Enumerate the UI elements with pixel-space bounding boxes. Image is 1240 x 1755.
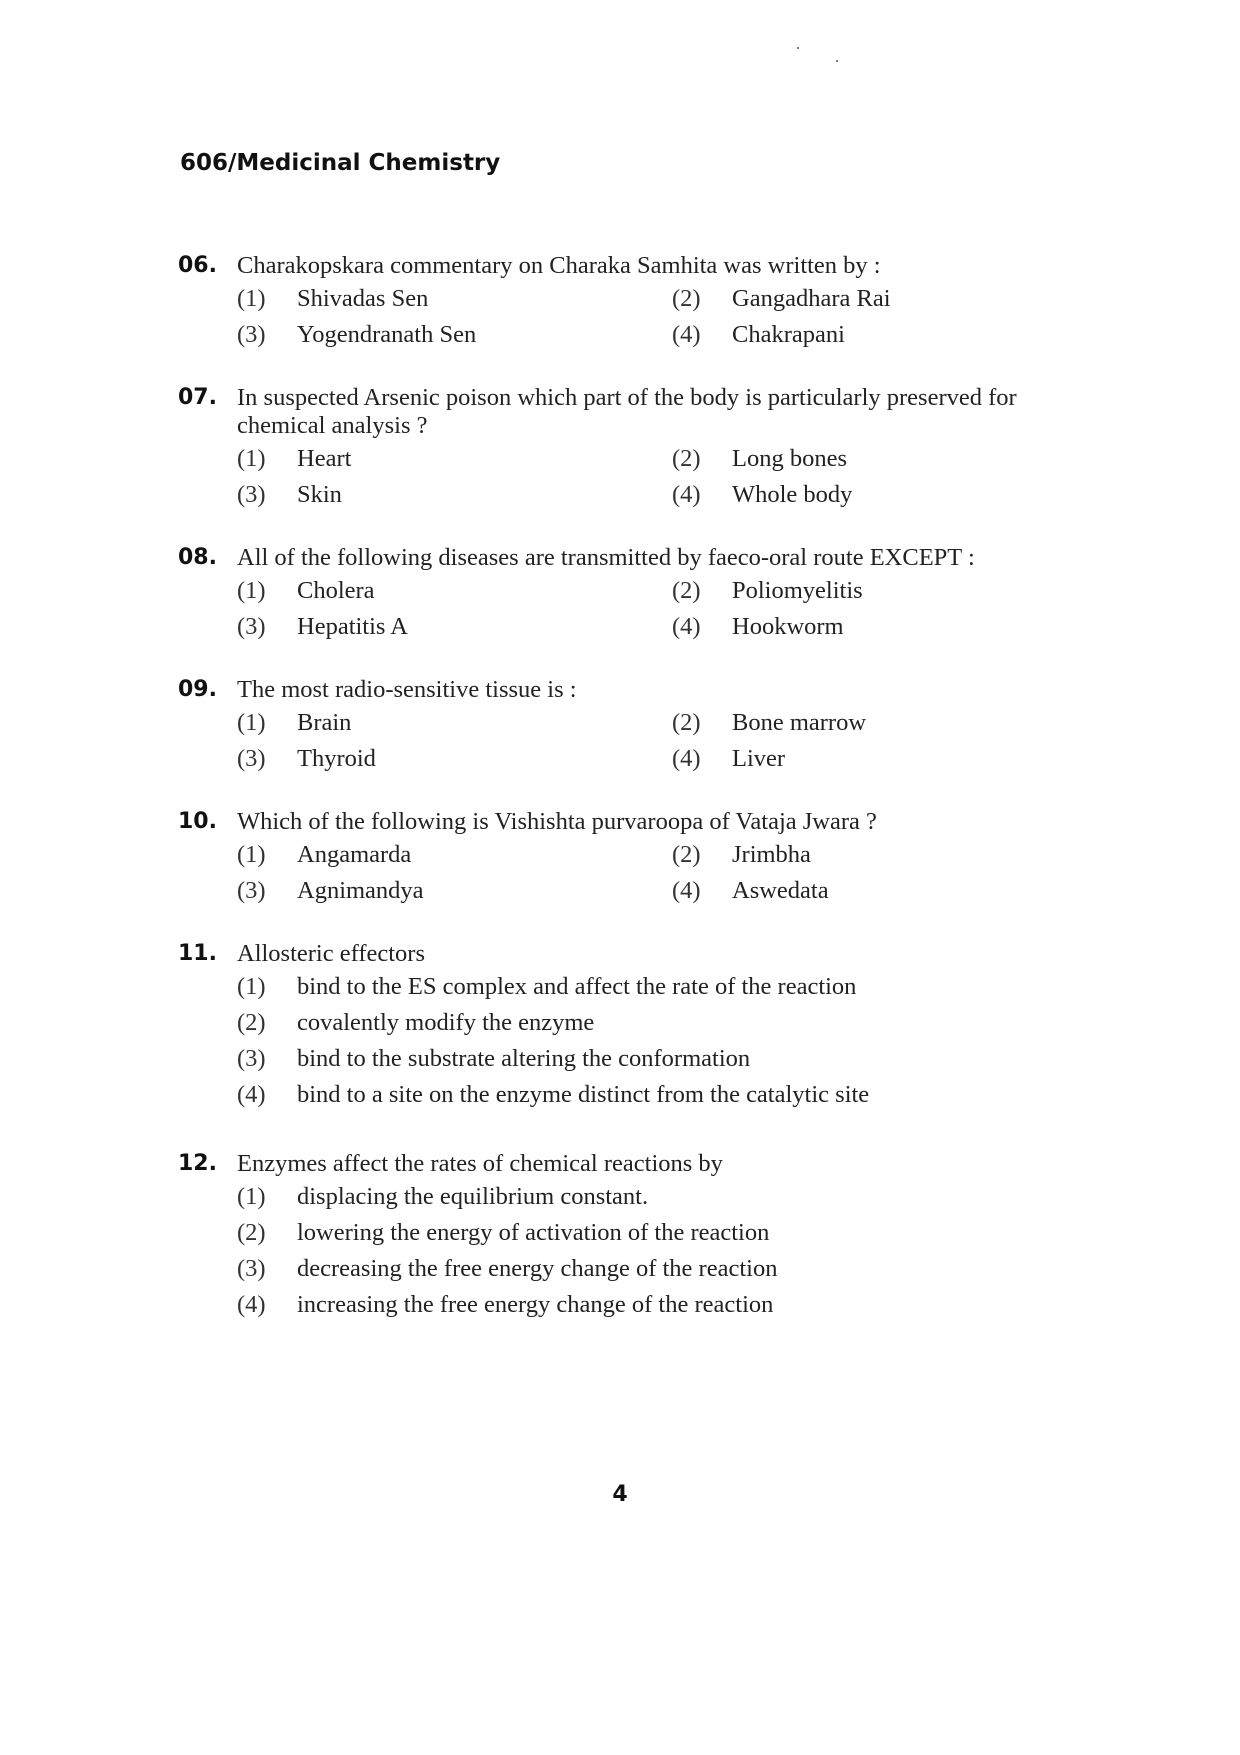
option-4 <box>237 1080 1240 1110</box>
option-3 <box>237 480 672 510</box>
option-text: Cholera <box>297 577 375 604</box>
option-3 <box>237 1254 1240 1284</box>
option-number: (2) <box>237 1219 266 1246</box>
option-text: Heart <box>297 445 352 472</box>
option-number: (3) <box>237 321 266 348</box>
option-text: bind to a site on the enzyme distinct from the catalytic site <box>297 1081 870 1108</box>
option-text: Angamarda <box>297 841 412 868</box>
option-text: Yogendranath Sen <box>297 321 477 348</box>
option-1 <box>237 708 672 738</box>
option-text: bind to the ES complex and affect the rate of the reaction <box>297 973 857 1000</box>
option-number: (1) <box>237 973 266 1000</box>
question-text: Charakopskara commentary on Charaka Samhita was written by : <box>237 252 881 279</box>
option-number: (2) <box>237 1009 266 1036</box>
option-number: (3) <box>237 613 266 640</box>
option-1 <box>237 284 672 314</box>
option-text: decreasing the free energy change of the reaction <box>297 1255 778 1282</box>
option-1 <box>237 576 672 606</box>
option-number: (2) <box>672 445 701 472</box>
option-list <box>237 576 1240 642</box>
question-number: 10. <box>178 809 217 834</box>
option-2 <box>672 444 1092 474</box>
option-2 <box>672 284 1092 314</box>
option-1 <box>237 444 672 474</box>
option-text: Gangadhara Rai <box>732 285 891 312</box>
option-text: Hepatitis A <box>297 613 408 640</box>
question-10 <box>0 808 1240 906</box>
option-text: Thyroid <box>297 745 376 772</box>
option-number: (4) <box>672 321 701 348</box>
option-list <box>237 444 1240 510</box>
option-2 <box>672 576 1092 606</box>
option-number: (2) <box>672 709 701 736</box>
option-list <box>237 708 1240 774</box>
question-07 <box>0 384 1240 510</box>
question-text: Allosteric effectors <box>237 940 425 967</box>
option-4 <box>672 744 1092 774</box>
spacer <box>0 906 1240 940</box>
option-number: (1) <box>237 445 266 472</box>
question-text: Which of the following is Vishishta purvaroopa of Vataja Jwara ? <box>237 808 877 835</box>
question-text: The most radio-sensitive tissue is : <box>237 676 577 703</box>
option-text: Hookworm <box>732 613 844 640</box>
option-number: (4) <box>672 877 701 904</box>
option-number: (1) <box>237 1183 266 1210</box>
question-09 <box>0 676 1240 774</box>
option-text: Skin <box>297 481 342 508</box>
option-number: (3) <box>237 481 266 508</box>
option-4 <box>237 1290 1240 1320</box>
spacer <box>0 1116 1240 1150</box>
option-number: (4) <box>672 613 701 640</box>
option-number: (1) <box>237 285 266 312</box>
option-1 <box>237 1182 1240 1212</box>
question-text: In suspected Arsenic poison which part of the body is particularly preserved for chemical analysis ? <box>237 384 1017 439</box>
question-06 <box>0 252 1240 350</box>
spacer <box>0 510 1240 544</box>
option-number: (1) <box>237 841 266 868</box>
option-number: (2) <box>672 841 701 868</box>
option-list <box>237 840 1240 906</box>
option-3 <box>237 612 672 642</box>
question-text: Enzymes affect the rates of chemical reactions by <box>237 1150 723 1177</box>
question-number: 12. <box>178 1151 217 1176</box>
option-number: (3) <box>237 877 266 904</box>
option-3 <box>237 1044 1240 1074</box>
page-number: 4 <box>612 1482 628 1507</box>
option-text: Aswedata <box>732 877 829 904</box>
option-number: (4) <box>237 1081 266 1108</box>
option-number: (4) <box>672 745 701 772</box>
spacer <box>0 642 1240 676</box>
question-number: 06. <box>178 253 217 278</box>
option-4 <box>672 612 1092 642</box>
option-list <box>237 972 1240 1110</box>
option-text: Jrimbha <box>732 841 811 868</box>
option-text: increasing the free energy change of the reaction <box>297 1291 774 1318</box>
scan-speck <box>836 60 838 62</box>
option-text: Whole body <box>732 481 853 508</box>
question-number: 08. <box>178 545 217 570</box>
option-number: (1) <box>237 577 266 604</box>
option-3 <box>237 744 672 774</box>
spacer <box>0 774 1240 808</box>
option-3 <box>237 320 672 350</box>
option-2 <box>237 1008 1240 1038</box>
option-list <box>237 1182 1240 1320</box>
option-text: Agnimandya <box>297 877 424 904</box>
question-number: 11. <box>178 941 217 966</box>
question-list <box>0 252 1240 1326</box>
option-number: (3) <box>237 1255 266 1282</box>
page-title: 606/Medicinal Chemistry <box>180 150 501 176</box>
option-number: (3) <box>237 1045 266 1072</box>
option-text: covalently modify the enzyme <box>297 1009 595 1036</box>
option-4 <box>672 876 1092 906</box>
question-08 <box>0 544 1240 642</box>
question-text: All of the following diseases are transmitted by faeco-oral route EXCEPT : <box>237 544 975 571</box>
option-4 <box>672 320 1092 350</box>
option-text: Shivadas Sen <box>297 285 429 312</box>
option-1 <box>237 840 672 870</box>
option-2 <box>237 1218 1240 1248</box>
option-text: Bone marrow <box>732 709 867 736</box>
option-text: lowering the energy of activation of the reaction <box>297 1219 770 1246</box>
question-12 <box>0 1150 1240 1320</box>
option-text: bind to the substrate altering the conformation <box>297 1045 751 1072</box>
option-text: Brain <box>297 709 352 736</box>
option-number: (1) <box>237 709 266 736</box>
option-text: displacing the equilibrium constant. <box>297 1183 649 1210</box>
option-1 <box>237 972 1240 1002</box>
scan-speck <box>797 47 799 49</box>
option-number: (4) <box>672 481 701 508</box>
option-text: Liver <box>732 745 786 772</box>
option-number: (4) <box>237 1291 266 1318</box>
option-number: (3) <box>237 745 266 772</box>
option-2 <box>672 708 1092 738</box>
question-number: 07. <box>178 385 217 410</box>
option-list <box>237 284 1240 350</box>
option-3 <box>237 876 672 906</box>
option-number: (2) <box>672 577 701 604</box>
question-number: 09. <box>178 677 217 702</box>
question-11 <box>0 940 1240 1110</box>
option-number: (2) <box>672 285 701 312</box>
option-text: Chakrapani <box>732 321 845 348</box>
option-4 <box>672 480 1092 510</box>
spacer <box>0 350 1240 384</box>
option-2 <box>672 840 1092 870</box>
option-text: Poliomyelitis <box>732 577 863 604</box>
option-text: Long bones <box>732 445 847 472</box>
